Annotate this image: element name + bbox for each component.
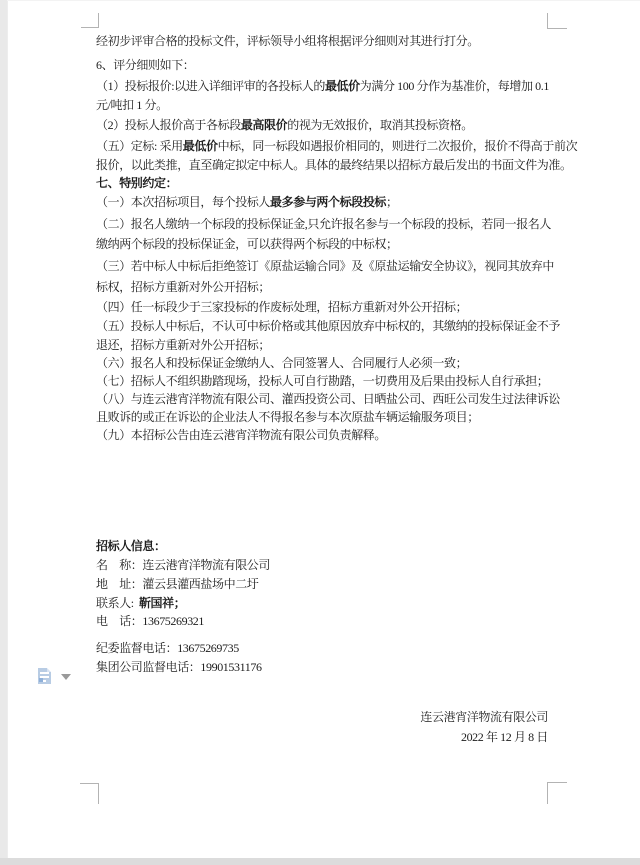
doc-line xyxy=(96,158,572,172)
text-run: 最高限价 xyxy=(240,118,288,132)
doc-line xyxy=(96,259,554,273)
bidder-address-line xyxy=(96,577,258,591)
contact-phone-line xyxy=(96,614,204,628)
text-run: （2）投标人报价高于各标段 xyxy=(96,118,241,132)
text-run: 地 址：灌云县灌西盐场中二圩 xyxy=(96,577,259,591)
doc-line xyxy=(96,319,560,333)
text-run: 名 称：连云港宵洋物流有限公司 xyxy=(96,558,271,572)
text-run: 报价，以此类推，直至确定拟定中标人。具体的最终结果以招标方最后发出的书面文件为准。 xyxy=(96,158,572,172)
text-run: 的视为无效报价，取消其投标资格。 xyxy=(287,118,473,132)
text-area xyxy=(96,1,578,801)
text-run: 七、特别约定： xyxy=(96,176,178,190)
text-run: 联系人: xyxy=(96,596,139,610)
bidder-name-line xyxy=(96,558,270,572)
text-run: 为满分 100 分作为基准价，每增加 0.1 xyxy=(359,79,549,93)
doc-line xyxy=(96,280,270,294)
text-run: 最低价 xyxy=(182,139,218,153)
text-run: 标权，招标方重新对外公开招标； xyxy=(96,280,271,294)
doc-line xyxy=(96,139,577,153)
margin-crop-mark-bottom-right xyxy=(547,782,567,804)
text-run: 经初步评审合格的投标文件，评标领导小组将根据评分细则对其进行打分。 xyxy=(96,34,479,48)
text-run: （七）招标人不组织勘踏现场，投标人可自行勘踏，一切费用及后果由投标人自行承担； xyxy=(96,374,549,388)
doc-line xyxy=(96,217,551,231)
text-run: 缴纳两个标段的投标保证金，可以获得两个标段的中标权； xyxy=(96,237,398,251)
doc-line xyxy=(96,34,479,48)
down-triangle-mark-icon xyxy=(61,674,71,680)
text-run: 最多参与两个标段投标 xyxy=(270,195,387,209)
bidder-info-heading xyxy=(96,539,166,553)
doc-line xyxy=(96,79,549,93)
text-run: （四）任一标段少于三家投标的作废标处理，招标方重新对外公开招标； xyxy=(96,300,468,314)
doc-line xyxy=(96,58,194,72)
text-run: 元/吨扣 1 分。 xyxy=(96,98,168,112)
text-run: 中标，同一标段如遇报价相同的，则进行二次报价，报价不得高于前次 xyxy=(217,139,578,153)
text-run: （六）报名人和投标保证金缴纳人、合同签署人、合同履行人必须一致； xyxy=(96,356,468,370)
text-run: 2022 年 12 月 8 日 xyxy=(460,730,548,744)
text-run: 最低价 xyxy=(324,79,360,93)
document-page xyxy=(7,1,640,858)
text-run: （五）定标: 采用 xyxy=(96,139,183,153)
text-run: 且败诉的或正在诉讼的企业法人不得报名参与本次原盐车辆运输服务项目； xyxy=(96,410,479,424)
doc-line xyxy=(96,356,467,370)
doc-line xyxy=(96,98,168,112)
doc-line xyxy=(96,338,270,352)
doc-line xyxy=(96,118,473,132)
doc-line xyxy=(96,410,479,424)
text-run: （一）本次招标项目，每个投标人 xyxy=(96,195,271,209)
doc-line xyxy=(96,237,398,251)
group-phone-line xyxy=(96,660,262,674)
text-run: 电 话：13675269321 xyxy=(96,614,205,628)
text-run: 连云港宵洋物流有限公司 xyxy=(420,710,548,724)
document-icon[interactable] xyxy=(38,667,54,685)
text-run: （二）报名人缴纳一个标段的投标保证金,只允许报名参与一个标段的投标，若同一报名人 xyxy=(96,217,552,231)
doc-line xyxy=(96,300,467,314)
text-run: 靳国祥； xyxy=(138,596,186,610)
text-run: ； xyxy=(386,195,398,209)
text-run: （九）本招标公告由连云港宵洋物流有限公司负责解释。 xyxy=(96,428,387,442)
doc-line xyxy=(96,195,398,209)
text-run: 纪委监督电话：13675269735 xyxy=(96,641,239,655)
text-run: 招标人信息： xyxy=(96,539,166,553)
contact-person-line xyxy=(96,596,185,610)
margin-crop-mark-top-right xyxy=(547,13,567,29)
special-terms-heading xyxy=(96,176,177,190)
signature-company xyxy=(420,710,548,724)
text-run: 退还，招标方重新对外公开招标； xyxy=(96,338,271,352)
text-run: （三）若中标人中标后拒绝签订《原盐运输合同》及《原盐运输安全协议》，视同其放弃中 xyxy=(96,259,555,273)
discipline-phone-line xyxy=(96,641,239,655)
doc-line xyxy=(96,392,560,406)
text-run: （1）投标报价:以进入详细评审的各投标人的 xyxy=(96,79,325,93)
canvas-gutter-bottom xyxy=(0,858,640,865)
text-run: 集团公司监督电话：19901531176 xyxy=(96,660,262,674)
text-run: （八）与连云港宵洋物流有限公司、灌西投资公司、日晒盐公司、西旺公司发生过法律诉讼 xyxy=(96,392,561,406)
canvas-gutter-left xyxy=(0,0,7,865)
doc-line xyxy=(96,428,386,442)
doc-line xyxy=(96,374,548,388)
signature-date xyxy=(461,730,548,744)
text-run: （五）投标人中标后，不认可中标价格或其他原因放弃中标权的，其缴纳的投标保证金不予 xyxy=(96,319,561,333)
text-run: 6、评分细则如下： xyxy=(96,58,195,72)
